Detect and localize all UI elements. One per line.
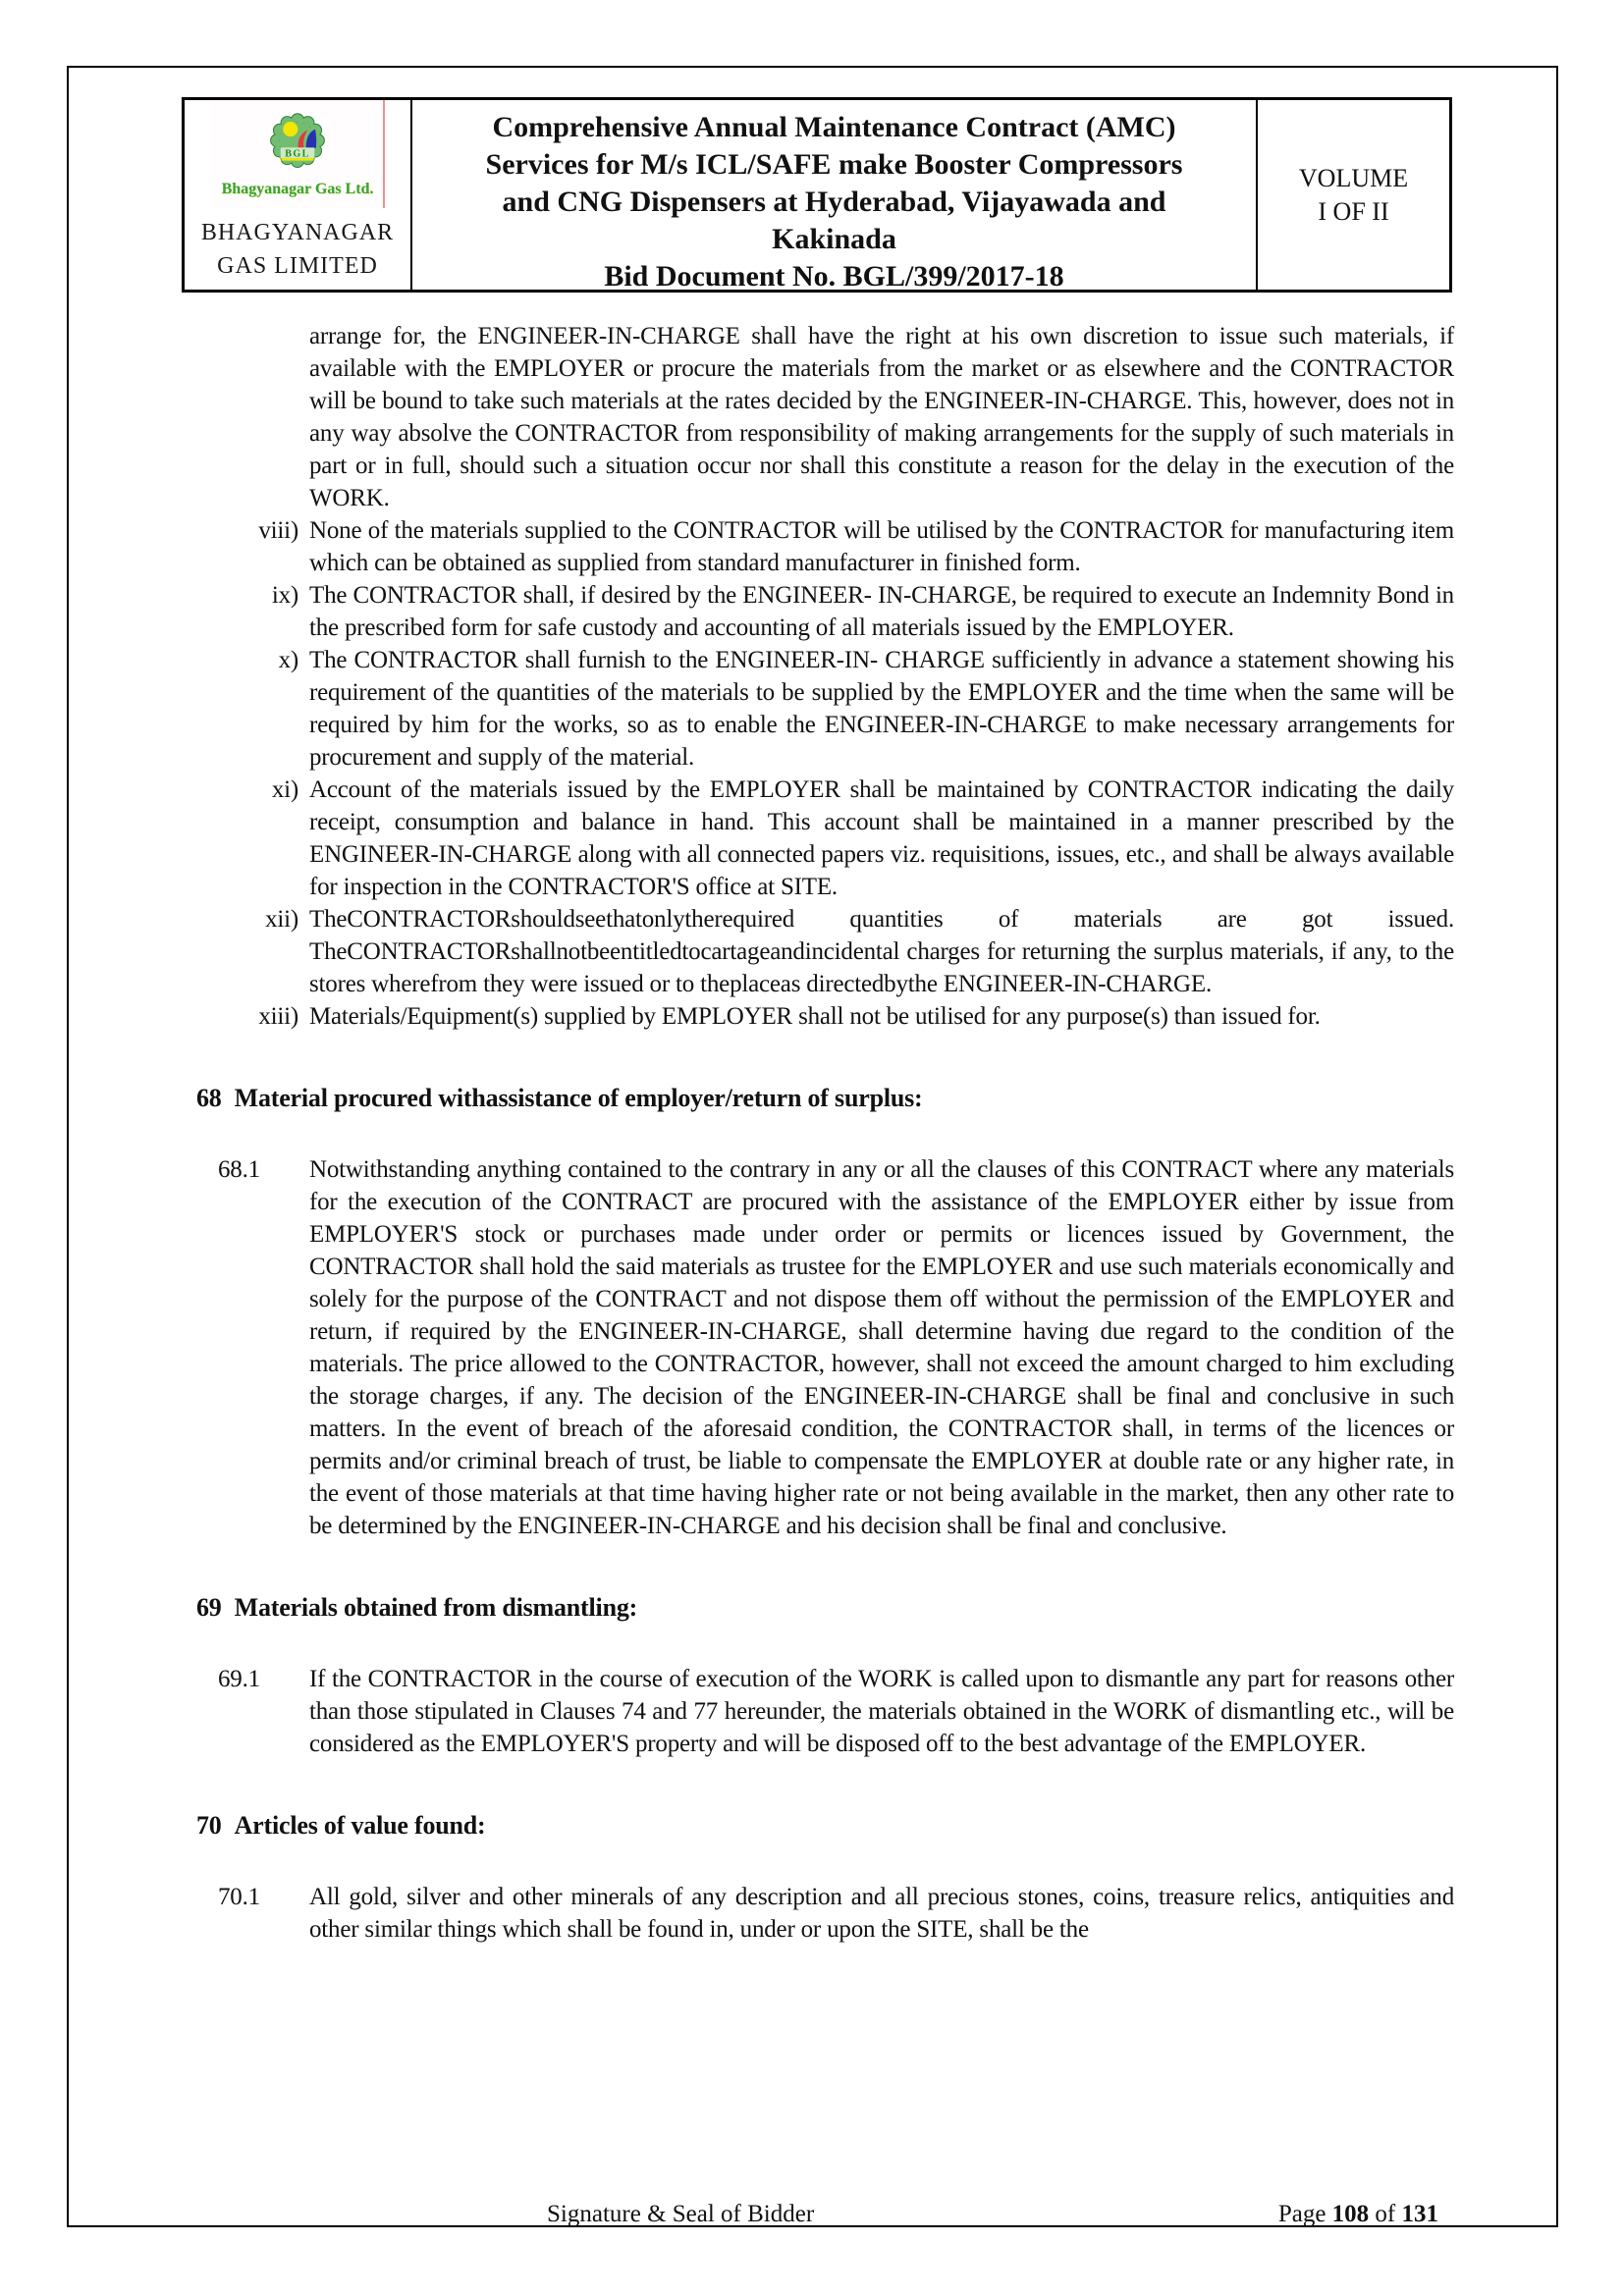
list-item-text: The CONTRACTOR shall furnish to the ENGINEER-IN- CHARGE sufficiently in advance a statement showing his requirement of the quantities of the materials to be supplied by the EMPLOYER and the time when the same will be required by him for the works, so as to enable the ENGINEER-IN-CHARGE to make necessary arrangements for procurement and supply of the material.	[309, 647, 1454, 771]
company-name-line1: BHAGYANAGAR	[200, 220, 395, 245]
section-title: Materials obtained from dismantling:	[234, 1593, 638, 1622]
bid-document-number: Bid Document No. BGL/399/2017-18	[604, 260, 1064, 293]
list-marker: xi)	[271, 776, 298, 803]
volume-label	[1258, 100, 1449, 290]
list-item-text: The CONTRACTOR shall, if desired by the ENGINEER- IN-CHARGE, be required to execute an Indemnity Bond in the prescribed form for safe custody and accounting of all materials issued by the EMPLOYER.	[309, 582, 1454, 641]
list-item-text: TheCONTRACTORshouldseethatonlytherequired quantities of materials are got issued. TheCONTRACTORshallnotbeentitledtocartageandincidental charges for returning the surplus materials, if any, to the stores wherefrom they were issued or to theplaceas directedbythe ENGINEER-IN-CHARGE.	[309, 906, 1454, 997]
title-line2: Services for M/s ICL/SAFE make Booster Compressors	[485, 148, 1183, 181]
list-marker: xiii)	[258, 1003, 298, 1030]
list-item-text: Materials/Equipment(s) supplied by EMPLOYER shall not be utilised for any purpose(s) than issued for.	[309, 1003, 1321, 1030]
of-word: of	[1375, 2201, 1396, 2227]
list-marker: x)	[278, 647, 298, 673]
paragraph-continuation	[196, 320, 1454, 514]
list-item-text: None of the materials supplied to the CONTRACTOR will be utilised by the CONTRACTOR for manufacturing item which can be obtained as supplied from standard manufacturer in finished form.	[309, 517, 1454, 576]
list-item-xi	[196, 774, 1454, 903]
page-word: Page	[1277, 2201, 1326, 2227]
logo-monogram: BGL	[285, 148, 310, 160]
document-body	[196, 320, 1454, 1946]
volume-line1: VOLUME	[1298, 163, 1409, 192]
section-title: Articles of value found:	[234, 1811, 486, 1840]
list-item-viii	[196, 514, 1454, 579]
company-name	[201, 216, 394, 283]
clause-text: Notwithstanding anything contained to the contrary in any or all the clauses of this CONTRACT where any materials for the execution of the CONTRACT are procured with the assistance of the EMPLOYER either by issue from EMPLOYER'S stock or purchases made under order or permits or licences issued by Government, the CONTRACTOR shall hold the said materials as trustee for the EMPLOYER and use such materials economically and solely for the purpose of the CONTRACT and not dispose them off without the permission of the EMPLOYER and return, if required by the ENGINEER-IN-CHARGE, shall determine having due regard to the condition of the materials. The price allowed to the CONTRACTOR, however, shall not exceed the amount charged to him excluding the storage charges, if any. The decision of the ENGINEER-IN-CHARGE shall be final and conclusive in such matters. In the event of breach of the aforesaid condition, the CONTRACTOR shall, in terms of the licences or permits and/or criminal breach of trust, be liable to compensate the EMPLOYER at double rate or any higher rate, in the event of those materials at that time having higher rate or not being available in the market, then any other rate to be determined by the ENGINEER-IN-CHARGE and his decision shall be final and conclusive.	[309, 1156, 1454, 1539]
clause-70-1	[196, 1881, 1454, 1946]
page-footer	[69, 2197, 1556, 2228]
section-heading-69	[196, 1591, 1454, 1624]
section-number: 70	[196, 1811, 222, 1840]
scan-artifact-line	[383, 100, 385, 208]
clause-69-1	[196, 1663, 1454, 1760]
title-line1: Comprehensive Annual Maintenance Contract (AMC)	[492, 111, 1176, 143]
clause-68-1	[196, 1153, 1454, 1542]
title-line3: and CNG Dispensers at Hyderabad, Vijayawada and	[502, 186, 1166, 218]
list-marker: xii)	[265, 906, 298, 933]
section-number: 69	[196, 1593, 222, 1622]
section-heading-70	[196, 1809, 1454, 1842]
list-item-xii	[196, 903, 1454, 1000]
volume-line2: I OF II	[1318, 196, 1389, 226]
clause-number: 70.1	[218, 1884, 260, 1910]
title-line4: Kakinada	[772, 223, 896, 255]
bgl-logo-icon	[260, 108, 335, 179]
paragraph-text: arrange for, the ENGINEER-IN-CHARGE shall have the right at his own discretion to issue such materials, if available with the EMPLOYER or procure the materials from the market or as elsewhere and the CONTRACTOR will be bound to take such materials at the rates decided by the ENGINEER-IN-CHARGE. This, however, does not in any way absolve the CONTRACTOR from responsibility of making arrangements for the supply of such materials in part or in full, should such a situation occur nor shall this constitute a reason for the delay in the execution of the WORK.	[309, 323, 1454, 511]
list-item-xiii	[196, 1000, 1454, 1033]
page-number: 108	[1331, 2201, 1370, 2227]
company-name-line2: GAS LIMITED	[217, 253, 378, 279]
signature-label: Signature & Seal of Bidder	[547, 2201, 815, 2227]
logo-caption: Bhagyanagar Gas Ltd.	[221, 181, 374, 197]
document-header	[182, 97, 1452, 293]
page-border	[67, 66, 1558, 2227]
clause-text: If the CONTRACTOR in the course of execution of the WORK is called upon to dismantle any part for reasons other than those stipulated in Clauses 74 and 77 hereunder, the materials obtained in the WORK of dismantling etc., will be considered as the EMPLOYER'S property and will be disposed off to the best advantage of the EMPLOYER.	[309, 1666, 1454, 1757]
document-title	[412, 100, 1258, 293]
page-total: 131	[1401, 2201, 1438, 2227]
clause-number: 68.1	[218, 1156, 260, 1183]
list-item-text: Account of the materials issued by the EMPLOYER shall be maintained by CONTRACTOR indicating the daily receipt, consumption and balance in hand. This account shall be maintained in a manner prescribed by the ENGINEER-IN-CHARGE along with all connected papers viz. requisitions, issues, etc., and shall be always available for inspection in the CONTRACTOR'S office at SITE.	[309, 776, 1454, 900]
sun-icon	[283, 122, 298, 136]
logo-cell	[185, 100, 412, 290]
logo-image	[210, 100, 385, 210]
list-marker: viii)	[258, 517, 298, 544]
list-item-x	[196, 644, 1454, 774]
clause-text: All gold, silver and other minerals of any description and all precious stones, coins, treasure relics, antiquities and other similar things which shall be found in, under or upon the SITE, shall be the	[309, 1884, 1454, 1943]
section-title: Material procured withassistance of employer/return of surplus:	[234, 1084, 923, 1112]
page-indicator	[1278, 2201, 1438, 2228]
section-heading-68	[196, 1082, 1454, 1114]
clause-number: 69.1	[218, 1666, 260, 1692]
list-marker: ix)	[271, 582, 298, 609]
list-item-ix	[196, 579, 1454, 644]
section-number: 68	[196, 1084, 222, 1112]
